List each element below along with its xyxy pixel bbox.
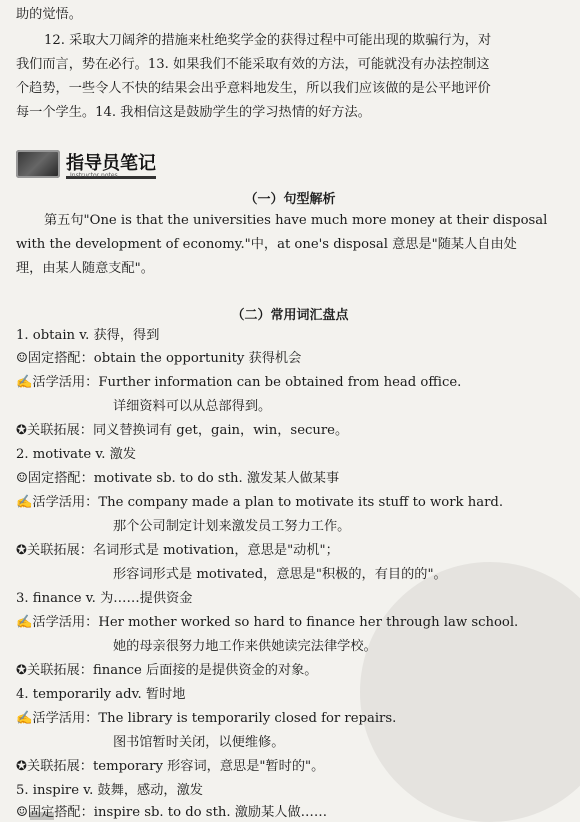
banner-subtitle: Instructor notes (70, 172, 118, 179)
text-line-3: 我们而言，势在必行。13. 如果我们不能采取有效的方法，可能就没有办法控制这 (16, 57, 490, 72)
banner-book-icon (16, 150, 60, 178)
vocab-line: 4. temporarily adv. 暂时地 (16, 687, 186, 702)
vocab-line: 详细资料可以从总部得到。 (113, 399, 272, 414)
vocab-line: ✪关联拓展：finance 后面接的是提供资金的对象。 (16, 663, 318, 678)
vocab-line: ☺固定搭配：obtain the opportunity 获得机会 (16, 351, 302, 366)
section-title-vocabulary: （二）常用词汇盘点 (231, 308, 349, 323)
vocab-line: 形容词形式是 motivated，意思是"积极的，有目的的"。 (113, 567, 447, 582)
vocab-line: 3. finance v. 为……提供资金 (16, 591, 193, 606)
text-line-2: 12. 采取大刀阔斧的措施来杜绝奖学金的获得过程中可能出现的欺骗行为，对 (44, 33, 492, 48)
page-number-mark (30, 812, 54, 820)
banner-title: 指导员笔记 (66, 149, 156, 179)
vocab-line: ✍活学活用：The company made a plan to motivate its stuff to work hard. (16, 495, 504, 510)
vocab-line: ✍活学活用：The library is temporarily closed for repairs. (16, 711, 397, 726)
vocab-line: ✪关联拓展：同义替换词有 get，gain，win，secure。 (16, 423, 349, 438)
analysis-line-1: 第五句"One is that the universities have much more money at their disposal (44, 213, 548, 228)
analysis-line-2: with the development of economy."中，at one's disposal 意思是"随某人自由处 (16, 237, 517, 252)
vocab-line: ✍活学活用：Her mother worked so hard to finance her through law school. (16, 615, 519, 630)
section-title-sentence-analysis: （一）句型解析 (244, 192, 336, 207)
text-line-5: 每一个学生。14. 我相信这是鼓励学生的学习热情的好方法。 (16, 105, 371, 120)
vocab-line: ☺固定搭配：inspire sb. to do sth. 激励某人做…… (16, 805, 328, 820)
vocab-line: 她的母亲很努力地工作来供她读完法律学校。 (113, 639, 377, 654)
vocab-line: ✪关联拓展：temporary 形容词，意思是"暂时的"。 (16, 759, 325, 774)
vocab-line: 2. motivate v. 激发 (16, 447, 136, 462)
vocab-line: 那个公司制定计划来激发员工努力工作。 (113, 519, 351, 534)
vocab-line: ☺固定搭配：motivate sb. to do sth. 激发某人做某事 (16, 471, 340, 486)
text-line-4: 个趋势，一些令人不快的结果会出乎意料地发生，所以我们应该做的是公平地评价 (16, 81, 491, 96)
vocab-line: 1. obtain v. 获得，得到 (16, 328, 160, 343)
vocab-line: ✍活学活用：Further information can be obtained from head office. (16, 375, 462, 390)
analysis-line-3: 理，由某人随意支配"。 (16, 261, 154, 276)
text-line-1: 助的觉悟。 (16, 7, 82, 22)
vocab-line: 5. inspire v. 鼓舞，感动，激发 (16, 783, 203, 798)
vocab-line: 图书馆暂时关闭，以便维修。 (113, 735, 285, 750)
vocab-line: ✪关联拓展：名词形式是 motivation，意思是"动机"； (16, 543, 339, 558)
section-banner (16, 148, 168, 180)
